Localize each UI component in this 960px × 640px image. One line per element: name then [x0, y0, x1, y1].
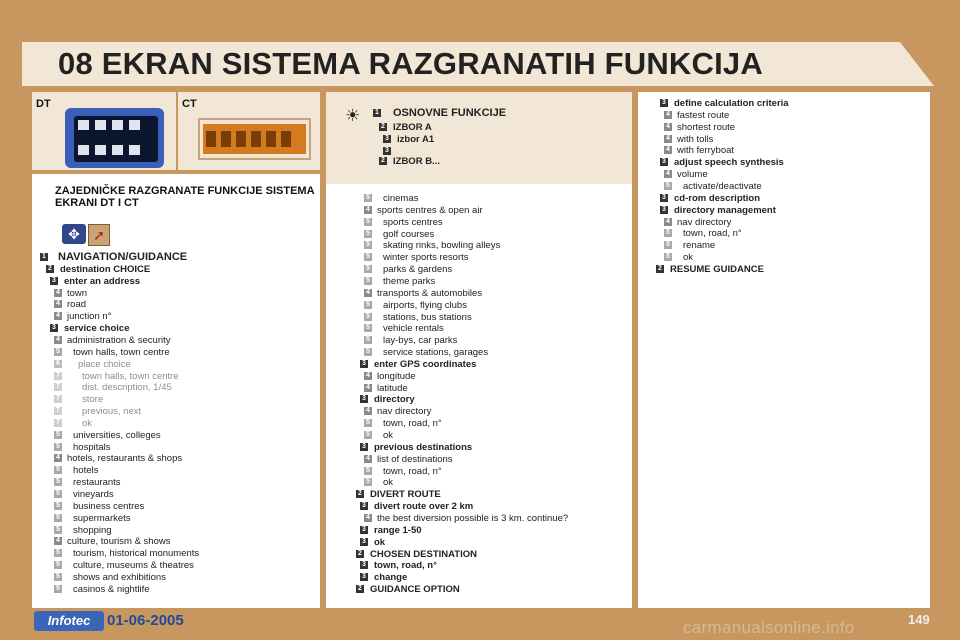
level-number-badge: 5 — [54, 585, 62, 593]
menu-item-label: skating rinks, bowling alleys — [383, 240, 501, 252]
section-heading — [55, 185, 315, 209]
section-heading-line2: EKRANI DT I CT — [55, 197, 139, 209]
level-number-badge: 4 — [364, 206, 372, 214]
menu-item-label: sports centres & open air — [377, 204, 483, 216]
level-number-badge: 5 — [664, 182, 672, 190]
menu-item-label: road — [67, 299, 87, 311]
level-number-badge: 2 — [356, 585, 364, 593]
menu-item-label: latitude — [377, 382, 408, 394]
brightness-icon: ☀ — [345, 106, 361, 125]
level-number-badge: 3 — [360, 538, 368, 546]
menu-item-label: place choice — [78, 358, 131, 370]
menu-item-label: define calculation criteria — [674, 98, 789, 109]
level-number-badge: 4 — [364, 514, 372, 522]
level-number-badge: 5 — [54, 443, 62, 451]
menu-item-label: ok — [383, 477, 394, 489]
menu-item-label: DIVERT ROUTE — [370, 489, 441, 501]
level-number-badge: 7 — [54, 383, 62, 391]
menu-item-label: town — [67, 287, 88, 299]
level-number-badge: 3 — [360, 443, 368, 451]
menu-item-label: town, road, n° — [683, 228, 742, 240]
menu-item-label: GUIDANCE OPTION — [370, 584, 460, 596]
menu-item-label: ok — [383, 430, 394, 441]
navigation-arrows-icon: ✥ — [62, 224, 86, 244]
level-number-badge: 2 — [379, 157, 387, 165]
level-number-badge: 5 — [664, 229, 672, 237]
level-number-badge: 4 — [664, 135, 672, 143]
level-number-badge: 5 — [364, 218, 372, 226]
level-number-badge: 3 — [660, 194, 668, 202]
footer-date: 01-06-2005 — [107, 612, 184, 629]
menu-item-label: shows and exhibitions — [73, 571, 166, 583]
level-number-badge: 5 — [364, 313, 372, 321]
menu-item-label: cd-rom description — [674, 192, 761, 204]
menu-item-label: destination CHOICE — [60, 263, 151, 275]
level-number-badge: 7 — [54, 419, 62, 427]
menu-item-label: business centres — [73, 500, 145, 512]
menu-item-label: enter an address — [64, 275, 141, 287]
level-number-badge: 3 — [50, 324, 58, 332]
dt-label: DT — [36, 98, 51, 110]
level-number-badge: 2 — [656, 265, 664, 273]
level-number-badge: 5 — [54, 348, 62, 356]
level-number-badge: 5 — [54, 549, 62, 557]
menu-item-label: change — [374, 572, 408, 584]
menu-item-label: lay-bys, car parks — [383, 335, 458, 347]
menu-item-label: dist. description, 1/45 — [82, 382, 172, 394]
menu-item-label: CHOSEN DESTINATION — [370, 548, 477, 560]
menu-item-label: golf courses — [383, 228, 435, 240]
level-number-badge: 3 — [360, 395, 368, 403]
level-number-badge: 5 — [364, 253, 372, 261]
level-number-badge: 7 — [54, 372, 62, 380]
menu-item-label: town halls, town centre — [73, 346, 170, 358]
level-number-badge: 5 — [54, 526, 62, 534]
menu-item-label: NAVIGATION/GUIDANCE — [58, 251, 188, 263]
menu-item-label: town, road, n° — [383, 418, 442, 430]
legend-item-label: OSNOVNE FUNKCIJE — [393, 107, 507, 119]
level-number-badge: 5 — [54, 561, 62, 569]
page-number: 149 — [908, 612, 930, 627]
level-number-badge: 5 — [54, 478, 62, 486]
level-number-badge: 4 — [664, 146, 672, 154]
level-number-badge: 1 — [40, 253, 48, 261]
level-number-badge: 3 — [660, 206, 668, 214]
level-number-badge: 5 — [364, 478, 372, 486]
menu-item-label: restaurants — [73, 477, 121, 489]
menu-item-label: cinemas — [383, 193, 419, 204]
level-number-badge: 7 — [54, 407, 62, 415]
menu-item-label: ok — [82, 417, 93, 429]
level-number-badge: 3 — [360, 561, 368, 569]
level-number-badge: 3 — [360, 526, 368, 534]
level-number-badge: 5 — [364, 194, 372, 202]
level-number-badge: 5 — [364, 431, 372, 439]
menu-item-label: with ferryboat — [677, 145, 735, 157]
level-number-badge: 4 — [54, 312, 62, 320]
level-number-badge: 4 — [364, 384, 372, 392]
level-number-badge: 4 — [54, 300, 62, 308]
navigation-ct-icon: ➚ — [88, 224, 110, 246]
level-number-badge: 3 — [660, 158, 668, 166]
menu-item-label: activate/deactivate — [683, 180, 762, 192]
level-number-badge: 2 — [379, 123, 387, 131]
level-number-badge: 5 — [364, 277, 372, 285]
level-number-badge: 5 — [54, 466, 62, 474]
level-number-badge: 5 — [364, 419, 372, 427]
level-number-badge: 3 — [660, 99, 668, 107]
menu-item-label: transports & automobiles — [377, 287, 483, 299]
menu-item-label: casinos & nightlife — [73, 583, 150, 595]
menu-item-label: hospitals — [73, 441, 111, 453]
level-number-badge: 4 — [664, 111, 672, 119]
level-number-badge: 4 — [664, 123, 672, 131]
level-number-badge: 5 — [54, 431, 62, 439]
menu-item-label: administration & security — [67, 334, 171, 346]
level-number-badge: 3 — [360, 360, 368, 368]
level-number-badge: 4 — [364, 289, 372, 297]
menu-item-label: service choice — [64, 323, 130, 335]
level-number-badge: 5 — [364, 301, 372, 309]
level-number-badge: 5 — [664, 241, 672, 249]
menu-item-label: fastest route — [677, 109, 730, 121]
menu-item-label: store — [82, 394, 104, 406]
menu-item-label: ok — [683, 252, 694, 264]
menu-item-label: directory — [374, 394, 415, 406]
level-number-badge: 2 — [356, 550, 364, 558]
level-number-badge: 4 — [364, 455, 372, 463]
page-title: 08 EKRAN SISTEMA RAZGRANATIH FUNKCIJA — [58, 46, 763, 81]
menu-item-label: supermarkets — [73, 512, 131, 524]
menu-item-label: airports, flying clubs — [383, 299, 467, 311]
level-number-badge: 5 — [364, 336, 372, 344]
level-number-badge: 5 — [364, 230, 372, 238]
ct-label: CT — [182, 98, 197, 110]
level-number-badge: 5 — [364, 324, 372, 332]
menu-item-label: list of destinations — [377, 453, 453, 465]
level-number-badge: 3 — [360, 573, 368, 581]
level-number-badge: 3 — [360, 502, 368, 510]
menu-item-label: RESUME GUIDANCE — [670, 263, 764, 275]
menu-item-label: shopping — [73, 524, 112, 536]
menu-item-label: enter GPS coordinates — [374, 358, 477, 370]
menu-item-label: vineyards — [73, 489, 114, 500]
menu-item-label: hotels, restaurants & shops — [67, 453, 183, 465]
level-number-badge: 5 — [664, 253, 672, 261]
level-number-badge: 5 — [54, 490, 62, 498]
level-number-badge: 2 — [46, 265, 54, 273]
menu-item-label: stations, bus stations — [383, 311, 472, 323]
menu-item-label: longitude — [377, 370, 416, 382]
menu-item-label: town, road, n° — [383, 465, 442, 477]
level-number-badge: 4 — [54, 537, 62, 545]
menu-item-label: town, road, n° — [374, 560, 437, 572]
section-heading-line1: ZAJEDNIČKE RAZGRANATE FUNKCIJE SISTEMA — [55, 185, 315, 197]
infotec-logo: Infotec — [34, 611, 104, 631]
legend-panel — [326, 92, 632, 184]
level-number-badge: 5 — [364, 467, 372, 475]
menu-item-label: vehicle rentals — [383, 323, 444, 335]
menu-item-label: nav directory — [677, 216, 732, 228]
menu-item-label: adjust speech synthesis — [674, 157, 784, 169]
level-number-badge: 5 — [364, 241, 372, 249]
menu-item-label: previous, next — [82, 406, 142, 418]
menu-item-label: directory management — [674, 204, 776, 216]
level-number-badge: 5 — [54, 573, 62, 581]
ct-display-screen — [203, 124, 306, 154]
level-number-badge: 5 — [54, 514, 62, 522]
level-number-badge: 3 — [383, 147, 391, 155]
menu-item-label: winter sports resorts — [383, 252, 469, 264]
level-number-badge: 3 — [50, 277, 58, 285]
dt-display-screen — [74, 116, 158, 162]
menu-item-label: the best diversion possible is 3 km. continue? — [377, 512, 569, 524]
menu-item-label: previous destinations — [374, 441, 473, 453]
level-number-badge: 5 — [54, 502, 62, 510]
menu-item-label: hotels — [73, 465, 99, 477]
menu-item-label: sports centres — [383, 216, 443, 228]
menu-item-label: shortest route — [677, 121, 736, 133]
menu-item-label: universities, colleges — [73, 429, 161, 441]
menu-item-label: culture, tourism & shows — [67, 536, 171, 548]
menu-item-label: town halls, town centre — [82, 370, 179, 382]
level-number-badge: 2 — [356, 490, 364, 498]
level-number-badge: 4 — [54, 336, 62, 344]
level-number-badge: 4 — [364, 372, 372, 380]
menu-item-label: range 1-50 — [374, 524, 422, 536]
level-number-badge: 4 — [54, 454, 62, 462]
menu-item-label: divert route over 2 km — [374, 501, 474, 513]
menu-item-label: nav directory — [377, 406, 432, 418]
level-number-badge: 1 — [373, 109, 381, 117]
level-number-badge: 4 — [664, 218, 672, 226]
level-number-badge: 4 — [54, 289, 62, 297]
menu-item-label: service stations, garages — [383, 347, 489, 359]
menu-item-label: ok — [374, 536, 386, 548]
legend-item-label: IZBOR B... — [393, 156, 440, 167]
menu-item-label: junction n° — [67, 311, 112, 323]
level-number-badge: 4 — [364, 407, 372, 415]
level-number-badge: 5 — [364, 348, 372, 356]
level-number-badge: 7 — [54, 395, 62, 403]
watermark: carmanualsonline.info — [683, 618, 855, 637]
menu-item-label: culture, museums & theatres — [73, 560, 194, 572]
level-number-badge: 4 — [664, 170, 672, 178]
menu-item-label: theme parks — [383, 275, 436, 287]
menu-item-label: parks & gardens — [383, 264, 453, 276]
legend-item-label: IZBOR A — [393, 122, 432, 133]
menu-item-label: rename — [683, 240, 716, 252]
menu-item-label: with tolls — [677, 133, 714, 145]
menu-item-label: tourism, historical monuments — [73, 548, 200, 560]
legend-item-label: izbor A1 — [397, 134, 435, 145]
level-number-badge: 3 — [383, 135, 391, 143]
level-number-badge: 5 — [364, 265, 372, 273]
menu-item-label: volume — [677, 169, 708, 181]
level-number-badge: 6 — [54, 360, 62, 368]
